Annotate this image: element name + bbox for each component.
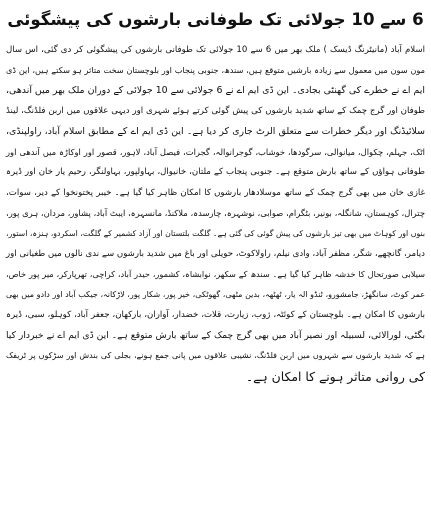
- article-body: [6, 40, 425, 387]
- article-line: اٹک، جہلم، چکوال، میانوالی، سرگودھا، خوشاب، گوجرانوالہ، گجرات، فیصل آباد، لاہور، قصور اور اوکاڑہ میں آندھی اور: [6, 147, 425, 158]
- article-line: بگٹی، لورالائی، لسبیلہ اور نصیر آباد میں بھی گرج چمک کے ساتھ بارش متوقع ہے۔ این ڈی ایم اے نے خبردار کیا: [6, 329, 425, 341]
- article-line: سیلابی صورتحال کا خدشہ ظاہر کیا گیا ہے۔ سندھ کے سکھر، نوابشاہ، کشمور، حیدر آباد، کراچی، تھرپارکر، میر پور خاص،: [6, 269, 425, 280]
- article-line: عمر کوٹ، سانگھڑ، جامشورو، ٹنڈو الہ یار، ٹھٹھہ، بدین مٹھی، گھوٹکی، خیر پور، شکار پور، لاڑکانہ، جیکب آباد اور دادو میں بھی: [6, 289, 425, 299]
- article-line: ہے کہ شدید بارشوں سے شہروں میں اربن فلڈنگ، نشیبی علاقوں میں پانی جمع ہونے، بجلی کی بندش اور سڑکوں پر ٹریفک: [6, 351, 425, 361]
- article-line: طوفان اور گرج چمک کے ساتھ شدید بارشوں کی پیش گوئی کرتے ہوئے شہری اور دیہی علاقوں میں اربن فلڈنگ، لینڈ: [6, 106, 425, 117]
- article-line: کی روانی متاثر ہونے کا امکان ہے۔: [245, 368, 425, 384]
- article-line: سلائیڈنگ اور دیگر خطرات سے متعلق الرٹ جاری کر دیا ہے۔ این ڈی ایم اے کے مطابق اسلام آباد، راولپنڈی،: [6, 125, 425, 137]
- article-line: غازی خان میں بھی گرج چمک کے ساتھ موسلادھار بارشوں کا امکان ظاہر کیا گیا ہے۔ خیبر پختونخوا کے دیر، سوات،: [6, 187, 425, 198]
- article-line: طوفانی ہواؤں کے ساتھ بارش متوقع ہے۔ جنوبی پنجاب کے ملتان، خانیوال، بہاولپور، بہاولنگر، رحیم یار خان اور ڈیرہ: [6, 167, 425, 178]
- article-line: بارشوں کا امکان ہے۔ بلوچستان کے کوئٹہ، ژوب، زیارت، قلات، خضدار، آواران، بارکھان، جعفر آباد، کوہلو، سبی، ڈیرہ: [6, 310, 425, 321]
- news-article: [6, 4, 425, 387]
- article-line: چترال، کوہستان، شانگلہ، بونیر، بٹگرام، صوابی، نوشہرہ، چارسدہ، ملاکنڈ، مانسہرہ، ایبٹ آباد، پشاور، مردان، ہری پور،: [6, 208, 425, 219]
- article-line: ایم اے نے خطرے کی گھنٹی بجادی۔ این ڈی ایم اے نے 6 جولائی سے 10 جولائی کے دوران ملک بھر میں آندھی،: [6, 84, 425, 96]
- article-line: بنوں اور کوہاٹ میں بھی تیز بارشوں کی پیش گوئی کی گئی ہے۔ گلگت بلتستان اور آزاد کشمیر کے گلگت، اسکردو، ہنزہ، استور،: [6, 228, 425, 238]
- article-headline: 6 سے 10 جولائی تک طوفانی بارشوں کی پیشگوئی: [7, 10, 424, 29]
- article-line: مون سون میں معمول سے زیادہ بارشیں متوقع ہیں، سندھ، جنوبی پنجاب اور بلوچستان سخت متاثر ہو سکتے ہیں، این ڈی: [6, 65, 425, 76]
- article-line: اسلام آباد (مانیٹرنگ ڈیسک ) ملک بھر میں 6 سے 10 جولائی تک طوفانی بارشوں کی پیشگوئی کر دی گئی، اس سال: [6, 45, 426, 55]
- article-line: دیامر، گانچھے، شگر، مظفر آباد، وادی نیلم، راولاکوٹ، حویلی اور باغ میں شدید بارشوں سے ندی نالوں میں طغیانی اور: [6, 249, 425, 260]
